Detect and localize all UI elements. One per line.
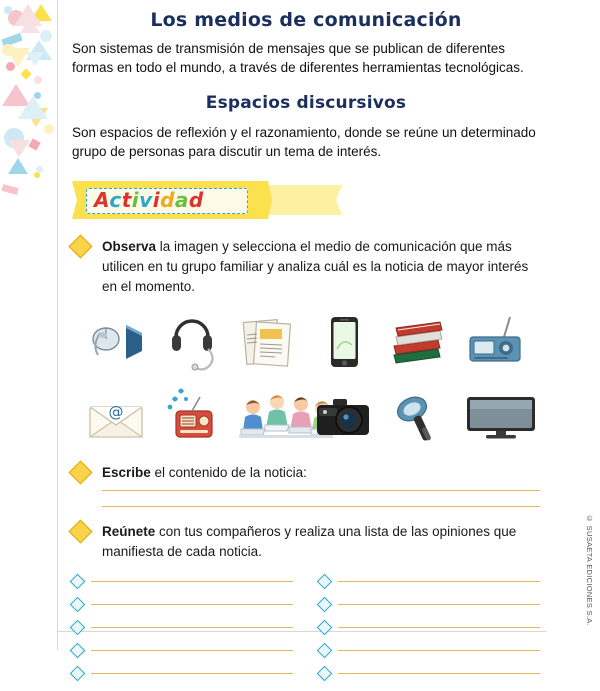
confetti-dot	[4, 128, 24, 148]
headphones-icon	[162, 311, 224, 373]
answer-line[interactable]	[91, 673, 293, 674]
media-image-grid	[86, 307, 526, 447]
diamond-bullet-small-icon	[70, 574, 86, 590]
opinion-list-item[interactable]	[319, 668, 540, 679]
answer-lines-escribe	[102, 490, 540, 507]
confetti-dot	[34, 92, 41, 99]
decorative-confetti-right	[0, 305, 60, 500]
diamond-bullet-icon	[68, 234, 92, 258]
media-image-row-1	[86, 307, 526, 373]
activity-letter: i	[131, 188, 140, 212]
radio-receiver-icon	[464, 311, 526, 373]
activity-letter: a	[174, 188, 189, 212]
activity-banner	[72, 179, 540, 225]
diamond-bullet-small-icon	[70, 620, 86, 636]
task-observa-body: la imagen y selecciona el medio de comunicación que más utilicen en tu grupo familiar y analiza cuál es la noticia de mayor interés en el momento.	[102, 239, 529, 294]
confetti-bar	[1, 33, 23, 47]
intro-paragraph-2: Son espacios de reflexión y el razonamiento, donde se reúne un determinado grupo de personas para discutir un tema de interés.	[72, 125, 536, 159]
answer-line[interactable]	[338, 673, 540, 674]
page-left-rule	[57, 0, 58, 650]
decorative-confetti-top-left	[0, 0, 62, 215]
decorative-confetti-bottom-left	[0, 215, 60, 305]
media-image-row-2	[86, 381, 526, 447]
document-content	[72, 0, 540, 691]
television-icon	[464, 385, 526, 447]
opinion-list-column-left	[72, 576, 293, 691]
smartphone-icon	[313, 311, 375, 373]
opinion-list-item[interactable]	[319, 599, 540, 610]
confetti-triangle	[30, 4, 52, 21]
diamond-bullet-small-icon	[317, 666, 333, 682]
answer-line[interactable]	[91, 650, 293, 651]
task-reunete	[72, 522, 540, 562]
task-reunete-text	[102, 522, 540, 562]
task-reunete-body: con tus compañeros y realiza una lista de las opiniones que manifiesta de cada noticia.	[102, 524, 517, 559]
page-title: Los medios de comunicación	[150, 9, 462, 31]
activity-letter: A	[94, 188, 110, 212]
answer-line[interactable]	[91, 627, 293, 628]
diamond-bullet-small-icon	[317, 620, 333, 636]
answer-line[interactable]	[338, 581, 540, 582]
copyright-notice: © SUSAETA EDICIONES S.A.	[585, 514, 594, 626]
opinion-list-item[interactable]	[72, 622, 293, 633]
vintage-radio-icon	[162, 385, 224, 447]
answer-line[interactable]	[91, 604, 293, 605]
diamond-bullet-small-icon	[317, 597, 333, 613]
diamond-bullet-small-icon	[70, 666, 86, 682]
opinion-list-item[interactable]	[319, 622, 540, 633]
activity-letter: v	[139, 188, 153, 212]
answer-line[interactable]	[338, 627, 540, 628]
task-escribe-lead: Escribe	[102, 465, 151, 480]
opinion-list-item[interactable]	[319, 576, 540, 587]
confetti-square	[28, 138, 40, 150]
satellite-phone-icon	[388, 385, 450, 447]
svg-text:@: @	[108, 403, 124, 421]
task-escribe-body: el contenido de la noticia:	[150, 465, 307, 480]
diamond-bullet-small-icon	[70, 597, 86, 613]
confetti-bar	[1, 184, 18, 195]
confetti-triangle	[26, 40, 52, 60]
confetti-dot	[6, 62, 15, 71]
opinion-list-item[interactable]	[72, 668, 293, 679]
diamond-bullet-small-icon	[70, 643, 86, 659]
activity-label	[94, 189, 204, 211]
diamond-bullet-small-icon	[317, 574, 333, 590]
task-reunete-lead: Reúnete	[102, 524, 156, 539]
diamond-bullet-small-icon	[317, 643, 333, 659]
children-reading-icon	[237, 385, 299, 447]
opinion-list-item[interactable]	[72, 645, 293, 656]
task-escribe-text	[102, 463, 540, 483]
answer-line[interactable]	[91, 581, 293, 582]
opinion-list-item[interactable]	[72, 599, 293, 610]
books-icon	[388, 311, 450, 373]
email-envelope-icon	[86, 385, 148, 447]
opinion-list-item[interactable]	[72, 576, 293, 587]
task-observa-text	[102, 237, 540, 297]
diamond-bullet-icon	[68, 519, 92, 543]
opinion-list-item[interactable]	[319, 645, 540, 656]
answer-line[interactable]	[102, 490, 540, 491]
photo-camera-icon	[313, 385, 375, 447]
confetti-square	[20, 68, 31, 79]
confetti-triangle	[24, 108, 48, 127]
confetti-triangle	[8, 158, 28, 174]
intro-paragraph-1: Son sistemas de transmisión de mensajes que se publican de diferentes formas en todo el mundo, a través de diferentes herramientas tecnológicas.	[72, 41, 524, 75]
section-title-espacios-discursivos: Espacios discursivos	[205, 93, 407, 113]
confetti-triangle	[2, 84, 30, 106]
answer-line[interactable]	[102, 506, 540, 507]
answer-line[interactable]	[338, 604, 540, 605]
opinion-list-columns	[72, 576, 540, 691]
diamond-bullet-icon	[68, 460, 92, 484]
answer-line[interactable]	[338, 650, 540, 651]
activity-letter: d	[188, 188, 204, 212]
activity-letter: d	[160, 188, 175, 212]
confetti-dot	[34, 172, 40, 178]
computer-mouse-icon	[86, 311, 148, 373]
activity-letter: i	[152, 188, 161, 212]
newspaper-icon	[237, 311, 299, 373]
task-escribe	[72, 463, 540, 507]
confetti-dot	[8, 10, 24, 26]
task-observa	[72, 237, 540, 297]
opinion-list-column-right	[319, 576, 540, 691]
task-observa-lead: Observa	[102, 239, 157, 254]
activity-letter: t	[121, 188, 132, 212]
activity-letter: c	[109, 188, 122, 212]
